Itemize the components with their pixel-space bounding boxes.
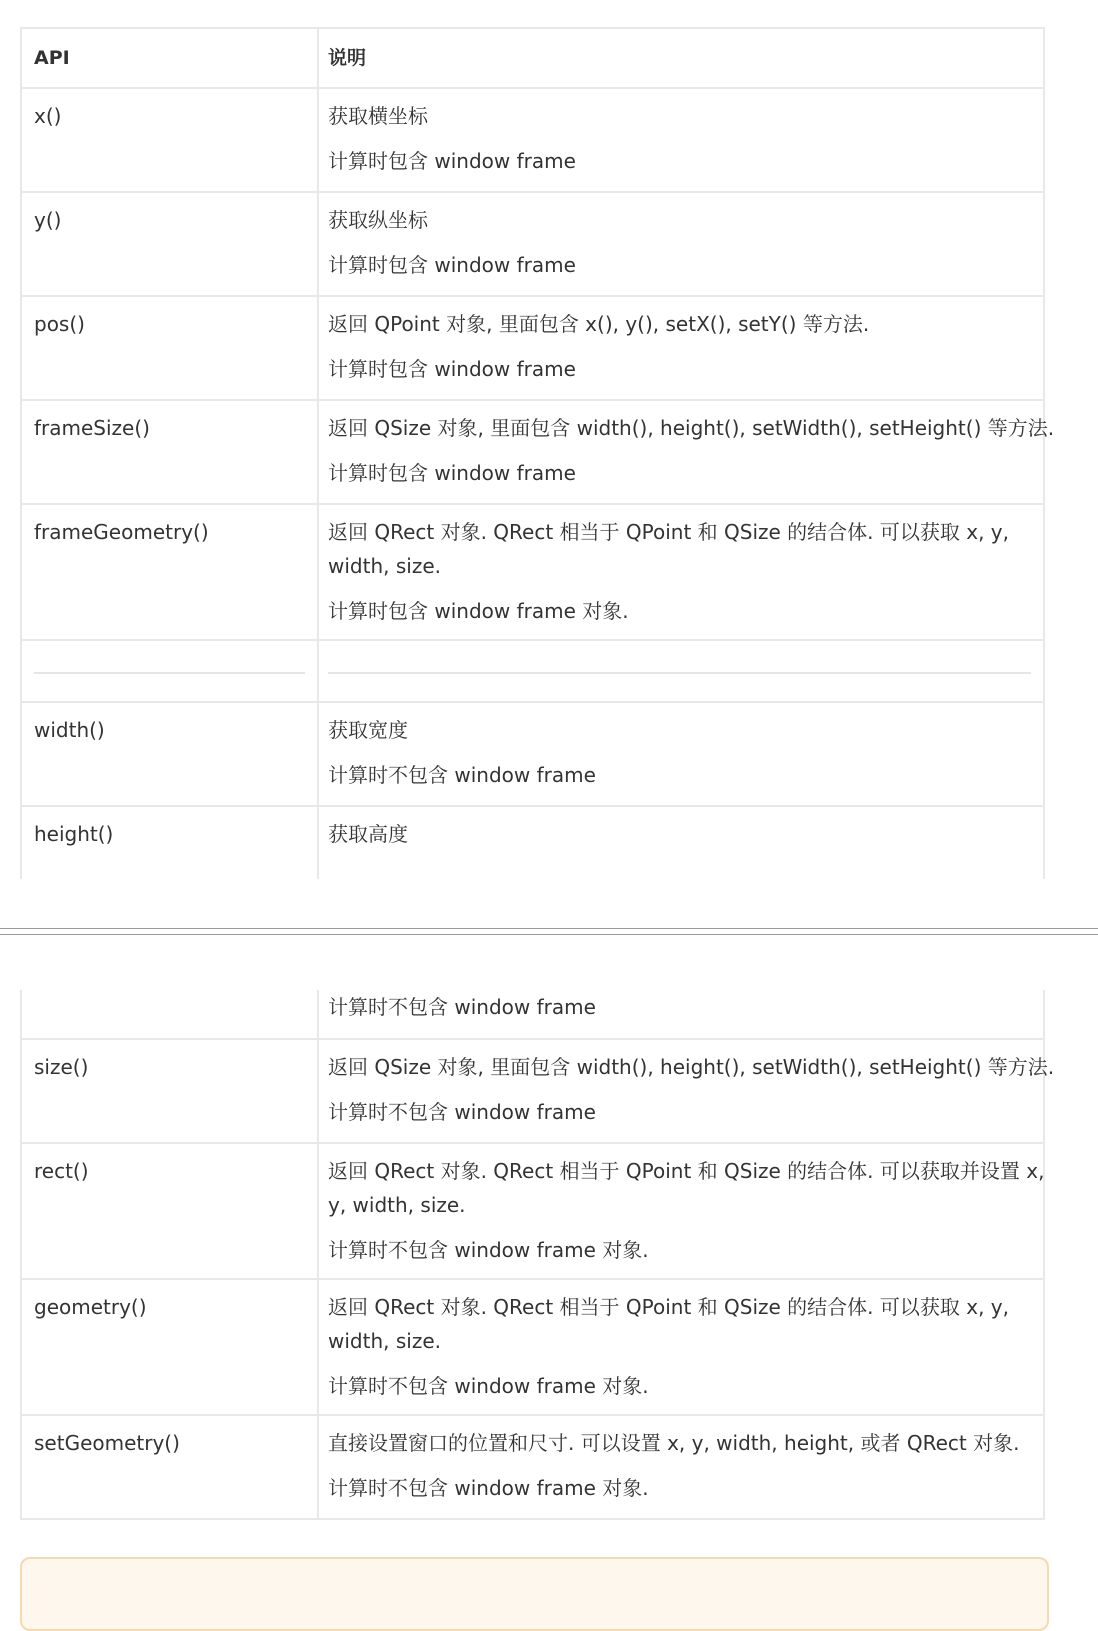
- api-table-top: [20, 27, 1055, 879]
- desc-line: 计算时包含 window frame: [328, 461, 576, 485]
- table-row: [20, 401, 1055, 505]
- api-name: height(): [34, 822, 114, 846]
- desc-line: 计算时包含 window frame: [328, 253, 576, 277]
- desc-line: width, size.: [328, 554, 441, 578]
- note-callout: [20, 1557, 1049, 1631]
- desc-cell: [317, 505, 1045, 639]
- api-name: rect(): [34, 1159, 89, 1183]
- desc-line: 直接设置窗口的位置和尺寸. 可以设置 x, y, width, height, 或者 QRect 对象.: [328, 1431, 1020, 1455]
- api-cell: [20, 193, 319, 295]
- api-name: frameSize(): [34, 416, 150, 440]
- api-cell: [20, 505, 319, 639]
- desc-cell: [317, 1144, 1045, 1278]
- api-name: x(): [34, 104, 62, 128]
- api-cell: [20, 1416, 319, 1518]
- desc-cell: [317, 807, 1045, 879]
- table-row: [20, 89, 1045, 193]
- desc-line: 计算时包含 window frame: [328, 149, 576, 173]
- desc-line: 获取高度: [328, 822, 408, 846]
- table-row: [20, 703, 1045, 807]
- desc-cell: [317, 297, 1045, 399]
- desc-cell: [317, 401, 1055, 503]
- page-break-line: [0, 934, 1098, 935]
- api-name: geometry(): [34, 1295, 147, 1319]
- api-name: pos(): [34, 312, 85, 336]
- desc-line: 返回 QRect 对象. QRect 相当于 QPoint 和 QSize 的结合体. 可以获取 x, y,: [328, 1295, 1009, 1319]
- desc-line: 计算时不包含 window frame 对象.: [328, 1238, 649, 1262]
- table-row: [20, 297, 1045, 401]
- header-desc-label: 说明: [328, 47, 367, 69]
- desc-line: 计算时不包含 window frame: [328, 1100, 596, 1124]
- horizontal-rule: [34, 672, 305, 674]
- desc-line: 获取宽度: [328, 718, 408, 742]
- api-cell: [20, 1280, 319, 1414]
- desc-line: 计算时不包含 window frame: [328, 763, 596, 787]
- api-cell: [20, 89, 319, 191]
- table-row: [20, 1416, 1045, 1520]
- desc-line: 计算时包含 window frame: [328, 357, 576, 381]
- header-cell-api: [20, 29, 319, 87]
- api-cell: [20, 1040, 319, 1142]
- api-cell: [20, 703, 319, 805]
- table-row-partial: [20, 807, 1045, 879]
- header-cell-desc: [317, 29, 1045, 87]
- api-name: width(): [34, 718, 105, 742]
- desc-line: 返回 QRect 对象. QRect 相当于 QPoint 和 QSize 的结合体. 可以获取并设置 x,: [328, 1159, 1045, 1183]
- desc-line: 返回 QSize 对象, 里面包含 width(), height(), setWidth(), setHeight() 等方法.: [328, 1055, 1055, 1079]
- api-cell: [20, 401, 319, 503]
- desc-line: 获取横坐标: [328, 104, 428, 128]
- api-table-bottom: [20, 990, 1055, 1522]
- table-row: [20, 505, 1045, 641]
- desc-line: width, size.: [328, 1329, 441, 1353]
- desc-line: 计算时不包含 window frame 对象.: [328, 1374, 649, 1398]
- desc-line: 返回 QSize 对象, 里面包含 width(), height(), setWidth(), setHeight() 等方法.: [328, 416, 1055, 440]
- header-api-label: API: [34, 47, 70, 69]
- desc-line: 获取纵坐标: [328, 208, 428, 232]
- desc-cell: [317, 703, 1045, 805]
- api-cell: [20, 807, 319, 879]
- desc-cell: [317, 1416, 1045, 1518]
- api-cell: [20, 1144, 319, 1278]
- desc-line: 返回 QPoint 对象, 里面包含 x(), y(), setX(), setY() 等方法.: [328, 312, 870, 336]
- api-cell: [20, 297, 319, 399]
- desc-line: y, width, size.: [328, 1193, 466, 1217]
- api-cell: [20, 641, 319, 701]
- api-name: setGeometry(): [34, 1431, 180, 1455]
- desc-cell: [317, 1280, 1045, 1414]
- page-break-line: [0, 928, 1098, 929]
- api-name: size(): [34, 1055, 89, 1079]
- desc-line: 计算时不包含 window frame: [328, 995, 596, 1019]
- desc-cell: [317, 641, 1045, 701]
- api-cell: [20, 990, 319, 1038]
- horizontal-rule: [328, 672, 1031, 674]
- desc-cell: [317, 1040, 1055, 1142]
- desc-cell: [317, 193, 1045, 295]
- api-name: frameGeometry(): [34, 520, 209, 544]
- desc-cell: [317, 990, 1045, 1038]
- table-row-empty: [20, 641, 1045, 703]
- desc-line: 计算时不包含 window frame 对象.: [328, 1476, 649, 1500]
- desc-line: 返回 QRect 对象. QRect 相当于 QPoint 和 QSize 的结合体. 可以获取 x, y,: [328, 520, 1009, 544]
- table-row: [20, 193, 1045, 297]
- table-header-row: [20, 29, 1045, 89]
- table-row: [20, 1040, 1055, 1144]
- desc-cell: [317, 89, 1045, 191]
- table-row: [20, 1144, 1045, 1280]
- table-row: [20, 1280, 1045, 1416]
- desc-line: 计算时包含 window frame 对象.: [328, 599, 629, 623]
- api-name: y(): [34, 208, 62, 232]
- table-row-continued: [20, 990, 1045, 1040]
